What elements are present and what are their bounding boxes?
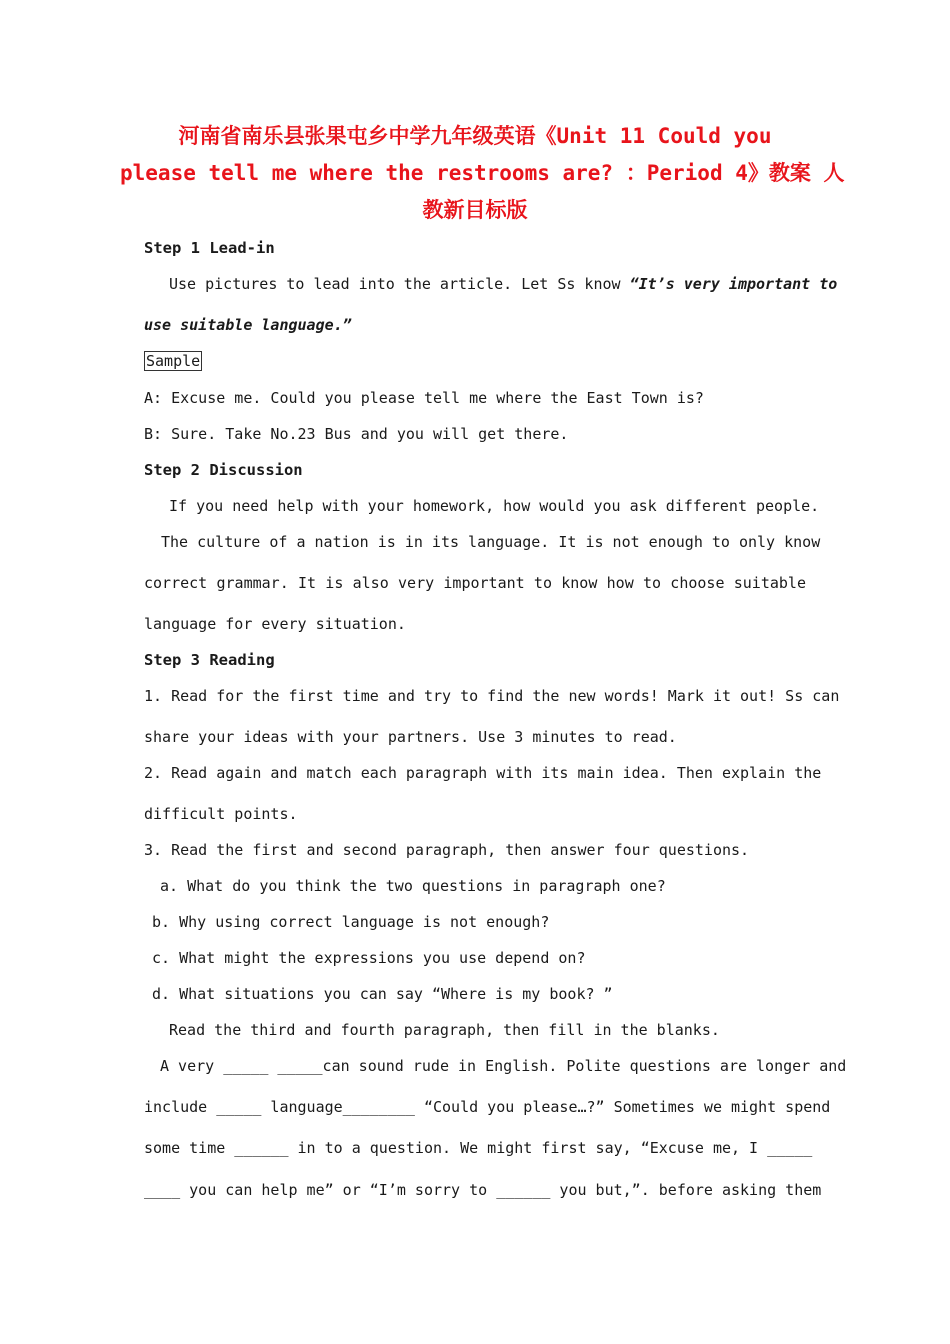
step3-heading: Step 3 Reading [144, 651, 275, 669]
fill-line-1: A very _____ _____can sound rude in English. Polite questions are longer and [160, 1057, 847, 1075]
step2-line-1: If you need help with your homework, how would you ask different people. [169, 497, 820, 515]
question-a: a. What do you think the two questions in paragraph one? [160, 877, 666, 895]
read-third-fourth: Read the third and fourth paragraph, then fill in the blanks. [169, 1021, 720, 1039]
fill-line-2: include _____ language________ “Could you please…?” Sometimes we might spend [144, 1098, 831, 1116]
step1-quote-a: “It’s very important to [629, 275, 838, 293]
title-line-1: 河南省南乐县张果屯乡中学九年级英语《Unit 11 Could you [178, 124, 772, 148]
question-b: b. Why using correct language is not enough? [152, 913, 550, 931]
document-title [120, 118, 845, 229]
title-line-2: please tell me where the restrooms are? ：Period 4》教案 人 [120, 161, 845, 185]
step1-text-a: Use pictures to lead into the article. Let Ss know [169, 275, 630, 293]
step2-line-2: The culture of a nation is in its language. It is not enough to only know [161, 533, 821, 551]
title-line-3: 教新目标版 [422, 198, 528, 222]
step1-heading: Step 1 Lead-in [144, 239, 275, 257]
step1-quote-b: use suitable language.” [144, 316, 352, 334]
sample-label-line [144, 351, 806, 371]
fill-line-3: some time ______ in to a question. We might first say, “Excuse me, I _____ [144, 1139, 813, 1157]
sample-label: Sample [146, 352, 201, 370]
step3-item3: 3. Read the first and second paragraph, then answer four questions. [144, 841, 750, 859]
step3-item2-line-a: 2. Read again and match each paragraph with its main idea. Then explain the [144, 764, 822, 782]
step3-item1-line-a: 1. Read for the first time and try to find the new words! Mark it out! Ss can [144, 687, 840, 705]
step2-line-4: language for every situation. [144, 615, 406, 633]
fill-line-4: ____ you can help me” or “I’m sorry to ______ you but,”. before asking them [144, 1181, 822, 1199]
step3-item2-line-b: difficult points. [144, 805, 298, 823]
step2-line-3: correct grammar. It is also very important to know how to choose suitable [144, 574, 806, 592]
question-d: d. What situations you can say “Where is my book? ” [152, 985, 613, 1003]
step3-item1-line-b: share your ideas with your partners. Use 3 minutes to read. [144, 728, 677, 746]
question-c: c. What might the expressions you use depend on? [152, 949, 586, 967]
sample-line-b: B: Sure. Take No.23 Bus and you will get there. [144, 425, 569, 443]
step1-paragraph [169, 274, 838, 294]
sample-line-a: A: Excuse me. Could you please tell me where the East Town is? [144, 389, 704, 407]
step2-heading: Step 2 Discussion [144, 461, 303, 479]
